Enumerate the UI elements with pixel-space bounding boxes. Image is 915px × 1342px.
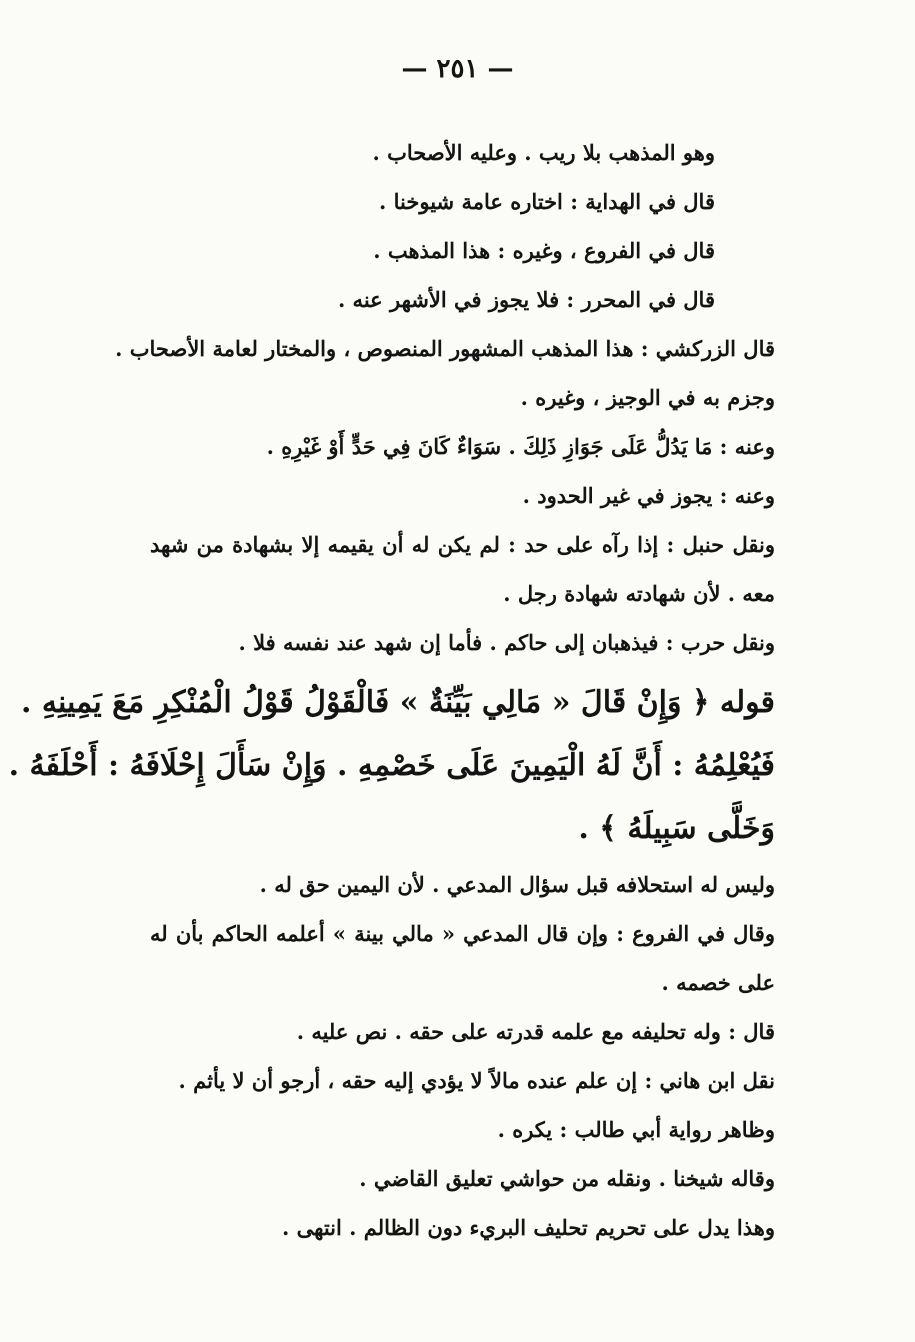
text-line: وقال في الفروع : وإن قال المدعي « مالي بينة » أعلمه الحاكم بأن له [150, 921, 775, 946]
text-line: قال : وله تحليفه مع علمه قدرته على حقه . نص عليه . [296, 1019, 775, 1044]
text-line: وعنه : مَا يَدُلُّ عَلَى جَوَازِ ذَلِكَ . سَوَاءٌ كَانَ فِي حَدٍّ أَوْ غَيْرِهِ . [266, 434, 775, 459]
text-line: نقل ابن هاني : إن علم عنده مالاً لا يؤدي إليه حقه ، أرجو أن لا يأثم . [178, 1068, 775, 1093]
text-line: ونقل حرب : فيذهبان إلى حاكم . فأما إن شهد عند نفسه فلا . [238, 630, 775, 655]
text-line: معه . لأن شهادته شهادة رجل . [503, 581, 775, 606]
text-line: قال في المحرر : فلا يجوز في الأشهر عنه . [337, 287, 715, 312]
text-line: وهذا يدل على تحريم تحليف البريء دون الظالم . انتهى . [282, 1215, 775, 1240]
text-line: وليس له استحلافه قبل سؤال المدعي . لأن اليمين حق له . [259, 872, 775, 897]
text-line: قال في الهداية : اختاره عامة شيوخنا . [379, 189, 715, 214]
text-line: وهو المذهب بلا ريب . وعليه الأصحاب . [372, 140, 715, 165]
text-line: وعنه : يجوز في غير الحدود . [522, 483, 775, 508]
text-body [8, 128, 775, 1252]
text-line: ونقل حنبل : إذا رآه على حد : لم يكن له أن يقيمه إلا بشهادة من شهد [150, 532, 775, 557]
quran-verse-line: وَخَلَّى سَبِيلَهُ ﴾ . [578, 811, 775, 846]
text-line: وقاله شيخنا . ونقله من حواشي تعليق القاضي . [359, 1166, 775, 1191]
quran-verse-line: قوله ﴿ وَإِنْ قَالَ « مَالِي بَيِّنَةٌ » فَالْقَوْلُ قَوْلُ الْمُنْكِرِ مَعَ يَمِينِهِ . [20, 685, 775, 720]
text-line: على خصمه . [661, 970, 775, 995]
text-line: وجزم به في الوجيز ، وغيره . [520, 385, 775, 410]
page-number: — ٢٥١ — [401, 54, 514, 84]
text-line: قال في الفروع ، وغيره : هذا المذهب . [373, 238, 715, 263]
text-line: وظاهر رواية أبي طالب : يكره . [497, 1117, 775, 1142]
text-line: قال الزركشي : هذا المذهب المشهور المنصوص ، والمختار لعامة الأصحاب . [115, 336, 775, 361]
quran-verse-line: فَيُعْلِمُهُ : أَنَّ لَهُ الْيَمِينَ عَلَى خَصْمِهِ . وَإِنْ سَأَلَ إِحْلَافَهُ : أَحْلَفَهُ . [8, 748, 775, 783]
